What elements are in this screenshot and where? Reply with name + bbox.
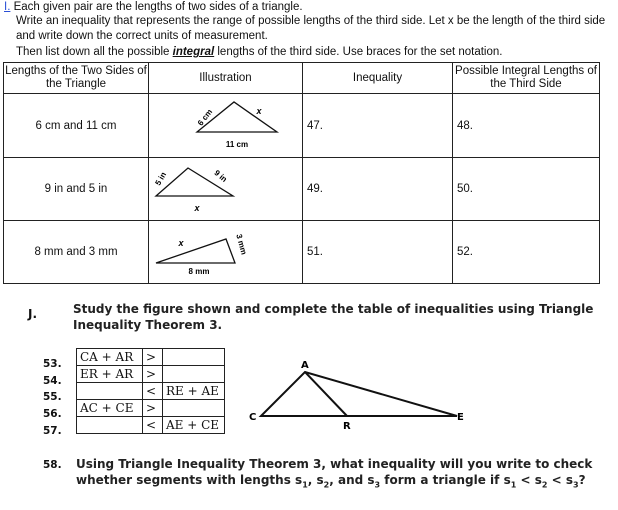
triangle-figure — [149, 221, 303, 283]
inequality-sign: < — [143, 417, 163, 434]
table-row — [77, 349, 225, 366]
sides-cell: 9 in and 5 in — [4, 158, 149, 221]
header-two-sides: Lengths of the Two Sides of the Triangle — [4, 63, 149, 94]
right-expression[interactable] — [163, 366, 225, 383]
point-c-label: C — [249, 412, 257, 423]
inequality-sign: > — [143, 349, 163, 366]
table-row — [77, 417, 225, 434]
point-e-label: E — [457, 412, 464, 423]
integral-emphasis: integral — [172, 46, 215, 58]
q58-text-2: whether segments with lengths $s_1$, $s_2$, and $s_3$ form a triangle if $s_1 < s_2 < s_3$? — [76, 473, 586, 490]
integral-answer-cell[interactable]: 52. — [453, 221, 600, 284]
side-label-x: x — [194, 203, 200, 213]
left-expression[interactable]: AC + CE — [77, 400, 143, 417]
q58-text-1: Using Triangle Inequality Theorem 3, what inequality will you write to check — [76, 457, 593, 471]
item-number: 57. — [43, 425, 62, 437]
table-row — [77, 366, 225, 383]
inequality-answer-cell[interactable]: 47. — [303, 94, 453, 158]
section-roman-numeral: I. — [4, 1, 11, 13]
table-row — [77, 383, 225, 400]
triangle-illustration — [149, 158, 303, 221]
triangle-figure — [149, 94, 303, 157]
header-inequality: Inequality — [303, 63, 453, 94]
instruction-line-1 — [4, 0, 303, 14]
inequalities-table — [76, 348, 225, 434]
left-expression[interactable] — [77, 383, 143, 400]
right-expression[interactable]: AE + CE — [163, 417, 225, 434]
inequality-sign: < — [143, 383, 163, 400]
item-number: 58. — [43, 459, 62, 471]
inequality-answer-cell[interactable]: 51. — [303, 221, 453, 284]
instruction-line-4: Then list down all the possible integral lengths of the third side. Use braces for the set notation. — [16, 46, 503, 58]
sides-cell: 8 mm and 3 mm — [4, 221, 149, 284]
triangle-figure — [149, 158, 303, 220]
side-label: 9 in — [212, 168, 229, 184]
item-number: 56. — [43, 408, 62, 420]
triangle-illustration — [149, 94, 303, 158]
table-row — [4, 94, 600, 158]
section-j-text-2: Inequality Theorem 3. — [73, 318, 223, 332]
instruction-line-2: Write an inequality that represents the range of possible lengths of the third side. Let x be the length of the third side — [16, 15, 606, 27]
side-label: 11 cm — [225, 140, 249, 149]
triangle-illustration — [149, 221, 303, 284]
point-a-label: A — [301, 360, 309, 371]
right-expression[interactable] — [163, 349, 225, 366]
item-number: 55. — [43, 391, 62, 403]
side-label: 6 cm — [195, 107, 215, 128]
side-lengths-table — [3, 62, 600, 284]
table-row — [4, 221, 600, 284]
inequality-sign: > — [143, 400, 163, 417]
side-label-x: x — [178, 238, 184, 248]
item-number: 53. — [43, 358, 62, 370]
sides-cell: 6 cm and 11 cm — [4, 94, 149, 158]
header-illustration: Illustration — [149, 63, 303, 94]
left-expression[interactable] — [77, 417, 143, 434]
item-number: 54. — [43, 375, 62, 387]
triangle-acre-figure — [245, 356, 475, 436]
left-expression[interactable]: ER + AR — [77, 366, 143, 383]
integral-answer-cell[interactable]: 50. — [453, 158, 600, 221]
section-j-label: J. — [28, 307, 38, 321]
point-r-label: R — [343, 421, 351, 432]
table-row — [77, 400, 225, 417]
left-expression[interactable]: CA + AR — [77, 349, 143, 366]
table-row — [4, 158, 600, 221]
side-label: 8 mm — [188, 267, 210, 276]
header-integral-lengths: Possible Integral Lengths of the Third Side — [453, 63, 600, 94]
side-label-x: x — [256, 106, 262, 116]
side-label: 5 in — [153, 170, 169, 187]
instruction-line-3: and write down the correct units of measurement. — [16, 30, 268, 42]
instruction-text-1: Each given pair are the lengths of two sides of a triangle. — [13, 1, 303, 13]
right-expression[interactable] — [163, 400, 225, 417]
integral-answer-cell[interactable]: 48. — [453, 94, 600, 158]
inequality-sign: > — [143, 366, 163, 383]
side-label: 3 mm — [234, 233, 249, 256]
inequality-answer-cell[interactable]: 49. — [303, 158, 453, 221]
right-expression[interactable]: RE + AE — [163, 383, 225, 400]
section-j-text-1: Study the figure shown and complete the table of inequalities using Triangle — [73, 302, 594, 316]
